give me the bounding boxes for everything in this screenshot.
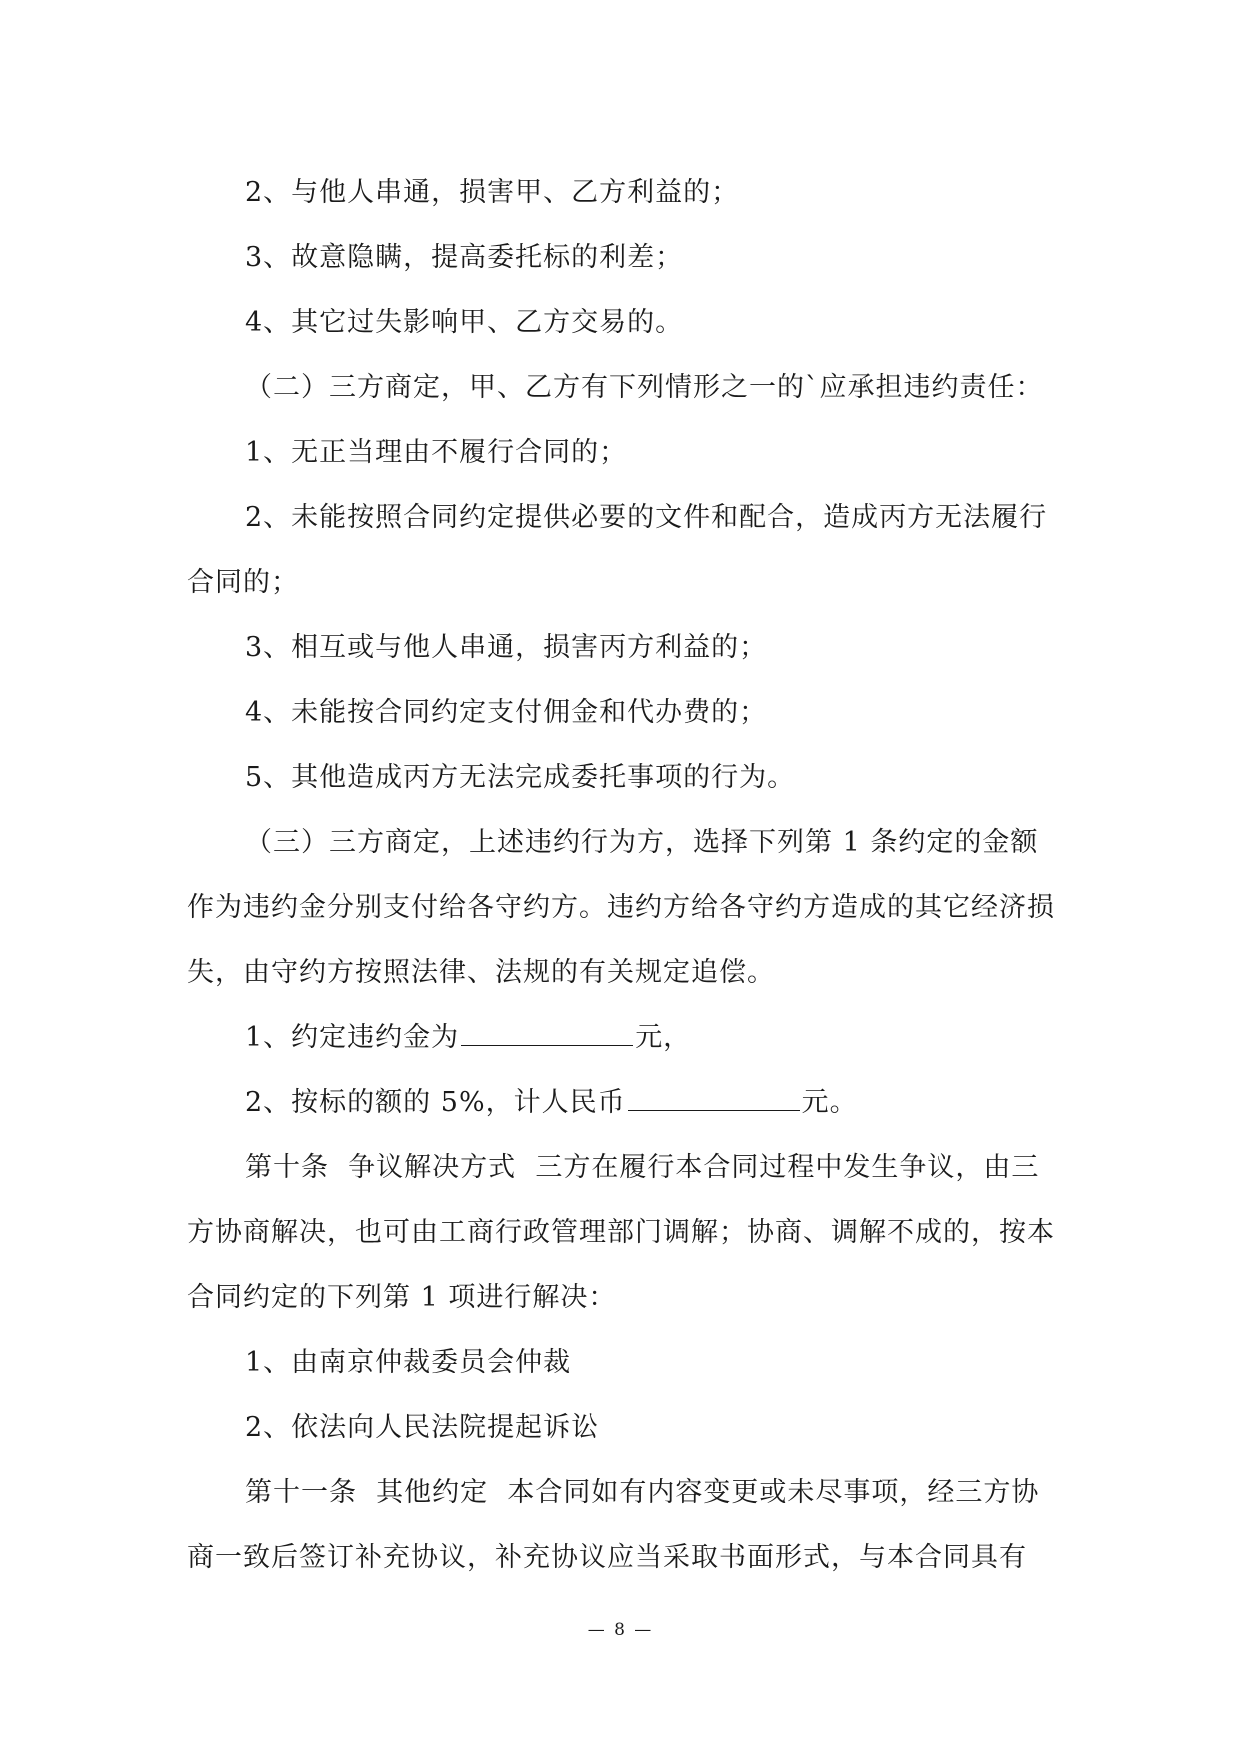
penalty-amount-blank <box>461 1023 633 1046</box>
article-paragraph: 第十条 争议解决方式 三方在履行本合同过程中发生争议，由三方协商解决，也可由工商行政管理部门调解；协商、调解不成的，按本合同约定的下列第 1 项进行解决： <box>187 1152 1055 1313</box>
penalty-line-1-prefix: 1、约定违约金为 <box>245 1022 460 1053</box>
rmb-amount-blank <box>628 1088 800 1111</box>
section-heading-paragraph: （三）三方商定，上述违约行为方，选择下列第 1 条约定的金额作为违约金分别支付给各守约方。违约方给各守约方造成的其它经济损失，由守约方按照法律、法规的有关规定追偿。 <box>187 827 1055 988</box>
clause-paragraph: 3、故意隐瞒，提高委托标的利差； <box>245 242 684 273</box>
page-number: — 8 — <box>587 1620 654 1640</box>
penalty-line-2 <box>187 1070 1057 1135</box>
clause-paragraph: 4、未能按合同约定支付佣金和代办费的； <box>245 697 768 728</box>
clause-paragraph: 2、未能按照合同约定提供必要的文件和配合，造成丙方无法履行合同的； <box>187 502 1048 598</box>
contract-body <box>187 160 1057 1590</box>
clause-paragraph: 2、与他人串通，损害甲、乙方利益的； <box>245 177 740 208</box>
article-paragraph: 第十一条 其他约定 本合同如有内容变更或未尽事项，经三方协商一致后签订补充协议，补充协议应当采取书面形式，与本合同具有 <box>187 1477 1040 1573</box>
penalty-line-2-suffix: 元。 <box>801 1087 858 1118</box>
clause-paragraph: 2、依法向人民法院提起诉讼 <box>245 1412 600 1443</box>
penalty-line-1 <box>187 1005 1057 1070</box>
penalty-line-1-suffix: 元， <box>635 1022 692 1053</box>
penalty-line-2-prefix: 2、按标的额的 5%，计人民币 <box>245 1087 626 1118</box>
clause-paragraph: 1、无正当理由不履行合同的； <box>245 437 628 468</box>
clause-paragraph: 4、其它过失影响甲、乙方交易的。 <box>245 307 684 338</box>
clause-paragraph: 5、其他造成丙方无法完成委托事项的行为。 <box>245 762 796 793</box>
section-heading-paragraph: （二）三方商定，甲、乙方有下列情形之一的`应承担违约责任： <box>245 372 1044 403</box>
clause-paragraph: 3、相互或与他人串通，损害丙方利益的； <box>245 632 768 663</box>
clause-paragraph: 1、由南京仲裁委员会仲裁 <box>245 1347 572 1378</box>
